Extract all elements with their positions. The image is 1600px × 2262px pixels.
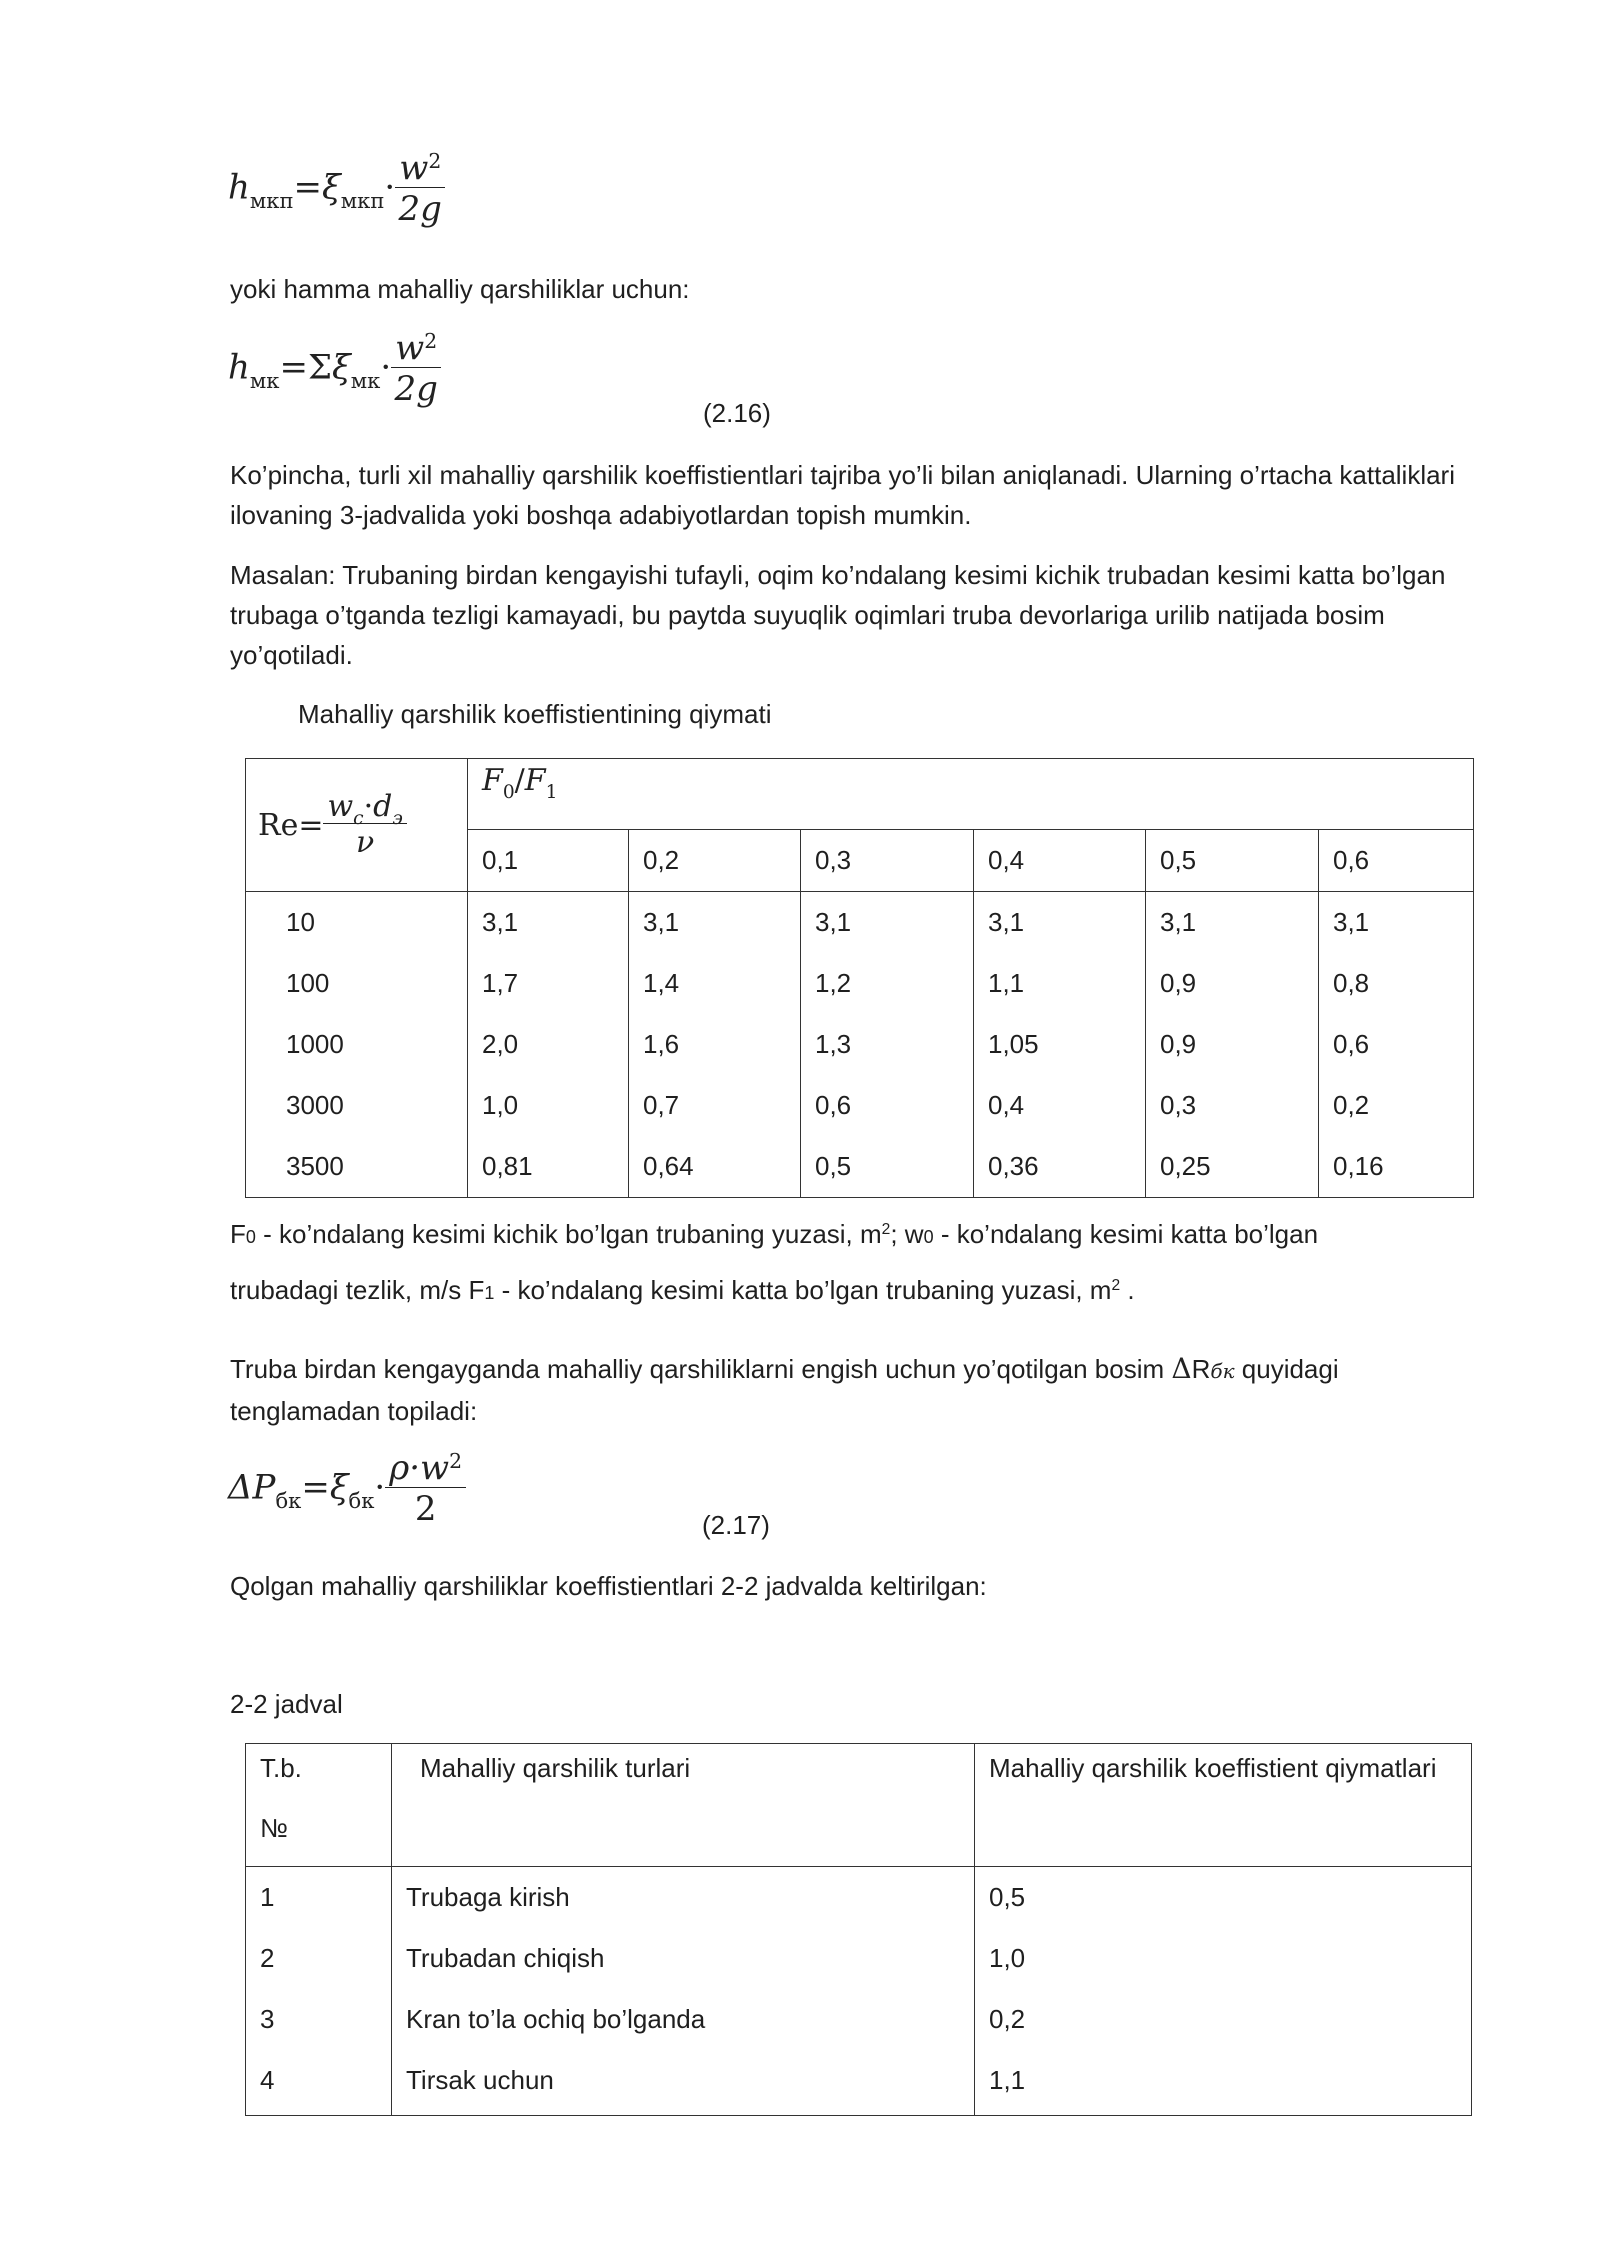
column-header: 0,5 — [1146, 830, 1319, 892]
note-text: - ko’ndalang kesimi katta bo’lgan trubaning yuzasi, m — [494, 1275, 1112, 1305]
formula-symbol: F — [482, 763, 503, 798]
formula-operator: / — [514, 763, 525, 798]
note-text: - ko’ndalang kesimi kichik bo’lgan trubaning yuzasi, m — [255, 1219, 882, 1249]
formula-subscript: мк — [350, 368, 381, 394]
table1-note-line1 — [230, 1214, 1318, 1259]
formula-operator: · — [384, 167, 396, 208]
table-cell: 1,05 — [988, 1029, 1039, 1059]
table-row — [246, 892, 1474, 1198]
paragraph-text: quyidagi tenglamadan topiladi: — [230, 1354, 1339, 1426]
column-header: 0,2 — [629, 830, 801, 892]
column-header: Mahalliy qarshilik turlari — [392, 1744, 975, 1867]
table-cell: 0,4 — [988, 1090, 1025, 1120]
paragraph-3: Masalan: Trubaning birdan kengayishi tufayli, oqim ko’ndalang kesimi kichik trubadan kesimi katta bo’lgan trubaga o’tganda tezligi kamayadi, bu paytda suyuqlik oqimlari truba devorlariga urilib natijada bosim yo’qotiladi. — [230, 560, 1446, 670]
note-text: trubadagi tezlik, m/s — [230, 1275, 469, 1305]
column-values-cell — [1319, 892, 1474, 1198]
column-header: T.b. — [260, 1753, 302, 1783]
delta-symbol: Δ — [1171, 1352, 1192, 1385]
table1-note-line2 — [230, 1270, 1135, 1315]
table-cell: 2,0 — [482, 1029, 519, 1059]
note-superscript: 2 — [881, 1221, 891, 1239]
table-cell: 0,8 — [1333, 968, 1370, 998]
column-values-cell — [975, 1867, 1472, 2116]
header-number-cell — [246, 1744, 392, 1867]
re-label: Re= — [258, 807, 324, 843]
table-cell: Trubaga kirish — [406, 1882, 570, 1912]
formula-subscript: 0 — [502, 782, 515, 804]
table-cell: 1,1 — [989, 2065, 1026, 2095]
note-superscript: 2 — [1111, 1277, 1121, 1295]
formula-subscript: мкп — [340, 188, 385, 214]
note-text: ; w — [890, 1219, 924, 1249]
table-cell: 0,64 — [643, 1151, 694, 1181]
formula-operator: · — [374, 1467, 386, 1508]
table-cell: 3,1 — [1160, 907, 1197, 937]
equation-number-2-17: (2.17) — [702, 1510, 770, 1540]
column-header: № — [260, 1813, 288, 1843]
note-text: . — [1120, 1275, 1135, 1305]
table-cell: 3,1 — [815, 907, 852, 937]
table-cell: 10 — [286, 907, 315, 937]
table-cell: 1,0 — [989, 1943, 1026, 1973]
formula-operator: · — [380, 347, 392, 388]
fraction-denominator: 2 — [414, 1489, 437, 1530]
table-cell: 4 — [260, 2065, 275, 2095]
table-cell: 0,16 — [1333, 1151, 1384, 1181]
re-fraction — [323, 790, 406, 861]
formula-symbol: ΔP — [228, 1467, 276, 1508]
table2-caption: 2-2 jadval — [230, 1689, 343, 1719]
re-values-cell — [246, 892, 468, 1198]
column-values-cell — [801, 892, 974, 1198]
ratio-formula — [482, 763, 558, 804]
table-cell: 0,5 — [815, 1151, 852, 1181]
table-cell: 3,1 — [1333, 907, 1370, 937]
table-cell: 3,1 — [482, 907, 519, 937]
formula-subscript: мк — [249, 368, 280, 394]
equation-number-2-16: (2.16) — [703, 398, 771, 428]
paragraph-2: Ko’pincha, turli xil mahalliy qarshilik koeffistientlari tajriba yo’li bilan aniqlanadi. Ularning o’rtacha kattaliklari ilovaning 3-jadvalida yoki boshqa adabiyotlardan topish mumkin. — [230, 460, 1455, 530]
fraction-numerator: d — [373, 788, 393, 824]
column-header: 0,1 — [468, 830, 629, 892]
formula-subscript: бк — [348, 1488, 375, 1514]
table-cell: 0,3 — [1160, 1090, 1197, 1120]
formula-subscript: мкп — [249, 188, 294, 214]
formula-operator: · — [363, 788, 374, 824]
fraction-numerator: w — [395, 328, 425, 368]
table-cell: 0,81 — [482, 1151, 533, 1181]
re-formula — [258, 790, 407, 861]
note-subscript: 1 — [484, 1283, 495, 1303]
note-symbol: R — [1191, 1354, 1211, 1384]
table-cell: 0,9 — [1160, 968, 1197, 998]
formula-subscript: э — [392, 808, 403, 830]
table1-caption: Mahalliy qarshilik koeffistientining qiymati — [298, 699, 772, 729]
table-cell: 3,1 — [988, 907, 1025, 937]
formula-symbol: F — [524, 763, 546, 798]
column-values-cell — [974, 892, 1146, 1198]
table-cell: 0,5 — [989, 1882, 1026, 1912]
table-cell: 0,7 — [643, 1090, 680, 1120]
table-cell: 3500 — [286, 1151, 344, 1181]
table-coefficients — [245, 758, 1474, 1198]
table-cell: 1 — [260, 1882, 275, 1912]
column-header: 0,6 — [1319, 830, 1474, 892]
formula-dp — [228, 1450, 466, 1529]
fraction-denominator: ν — [356, 824, 375, 860]
table-cell: 0,2 — [1333, 1090, 1370, 1120]
re-header-cell — [246, 759, 468, 892]
formula-symbol: h — [228, 347, 250, 388]
column-header: 0,4 — [974, 830, 1146, 892]
paragraph-1: yoki hamma mahalliy qarshiliklar uchun: — [230, 274, 690, 304]
column-values-cell — [246, 1867, 392, 2116]
table-cell: 0,6 — [1333, 1029, 1370, 1059]
fraction-numerator: w — [327, 788, 354, 824]
table-cell: 0,6 — [815, 1090, 852, 1120]
table-cell: 0,25 — [1160, 1151, 1211, 1181]
formula-symbol: ξ — [322, 167, 341, 208]
table-cell: 3000 — [286, 1090, 344, 1120]
fraction-numerator: w — [399, 148, 429, 188]
formula-superscript: 2 — [428, 148, 442, 173]
table-cell: 1,4 — [643, 968, 680, 998]
formula-hmk — [228, 330, 441, 409]
formula-superscript: 2 — [449, 1448, 463, 1473]
formula-operator: =Σ — [279, 347, 333, 388]
table-cell: 3 — [260, 2004, 275, 2034]
fraction-denominator: 2g — [398, 189, 442, 230]
formula-fraction — [391, 330, 441, 409]
formula-symbol: h — [228, 167, 250, 208]
fraction-denominator: 2g — [394, 369, 438, 410]
table-cell: 1,3 — [815, 1029, 852, 1059]
table-cell: 1,7 — [482, 968, 519, 998]
note-subscript: бк — [1210, 1359, 1235, 1383]
formula-subscript: c — [353, 808, 364, 830]
formula-subscript: бк — [275, 1488, 302, 1514]
column-values-cell — [392, 1867, 975, 2116]
formula-superscript: 2 — [424, 328, 438, 353]
ratio-header-cell — [468, 759, 1474, 830]
column-values-cell — [468, 892, 629, 1198]
table-cell: 1,2 — [815, 968, 852, 998]
table-row — [246, 1867, 1472, 2116]
paragraph-5: Qolgan mahalliy qarshiliklar koeffistientlari 2-2 jadvalda keltirilgan: — [230, 1571, 987, 1601]
formula-symbol: ξ — [332, 347, 351, 388]
column-header: Mahalliy qarshilik koeffistient qiymatlari — [975, 1744, 1472, 1867]
column-values-cell — [1146, 892, 1319, 1198]
formula-hmkp — [228, 150, 445, 229]
formula-subscript: 1 — [545, 782, 558, 804]
column-header: 0,3 — [801, 830, 974, 892]
note-text: - ko’ndalang kesimi katta bo’lgan — [933, 1219, 1319, 1249]
formula-operator: = — [293, 167, 323, 208]
table-resistances — [245, 1743, 1472, 2116]
note-symbol: F — [468, 1275, 485, 1305]
note-subscript: 0 — [245, 1227, 256, 1247]
table-cell: 2 — [260, 1943, 275, 1973]
formula-symbol: ξ — [329, 1467, 349, 1508]
formula-fraction — [385, 1450, 466, 1529]
column-values-cell — [629, 892, 801, 1198]
note-subscript: 0 — [923, 1227, 934, 1247]
fraction-numerator: ρ·w — [389, 1448, 450, 1488]
table-cell: 1,0 — [482, 1090, 519, 1120]
formula-operator: = — [301, 1467, 330, 1508]
table-cell: 1000 — [286, 1029, 344, 1059]
table-cell: Kran to’la ochiq bo’lganda — [406, 2004, 706, 2034]
paragraph-4 — [230, 1349, 1470, 1431]
table-cell: 1,6 — [643, 1029, 680, 1059]
table-cell: 100 — [286, 968, 330, 998]
table-cell: Tirsak uchun — [406, 2065, 554, 2095]
table-cell: 0,9 — [1160, 1029, 1197, 1059]
paragraph-text: Truba birdan kengayganda mahalliy qarshiliklarni engish uchun yo’qotilgan bosim — [230, 1354, 1172, 1384]
table-cell: 1,1 — [988, 968, 1025, 998]
table-cell: Trubadan chiqish — [406, 1943, 605, 1973]
formula-fraction — [395, 150, 445, 229]
table-cell: 3,1 — [643, 907, 680, 937]
table-cell: 0,36 — [988, 1151, 1039, 1181]
table-cell: 0,2 — [989, 2004, 1026, 2034]
note-symbol: F — [230, 1219, 246, 1249]
